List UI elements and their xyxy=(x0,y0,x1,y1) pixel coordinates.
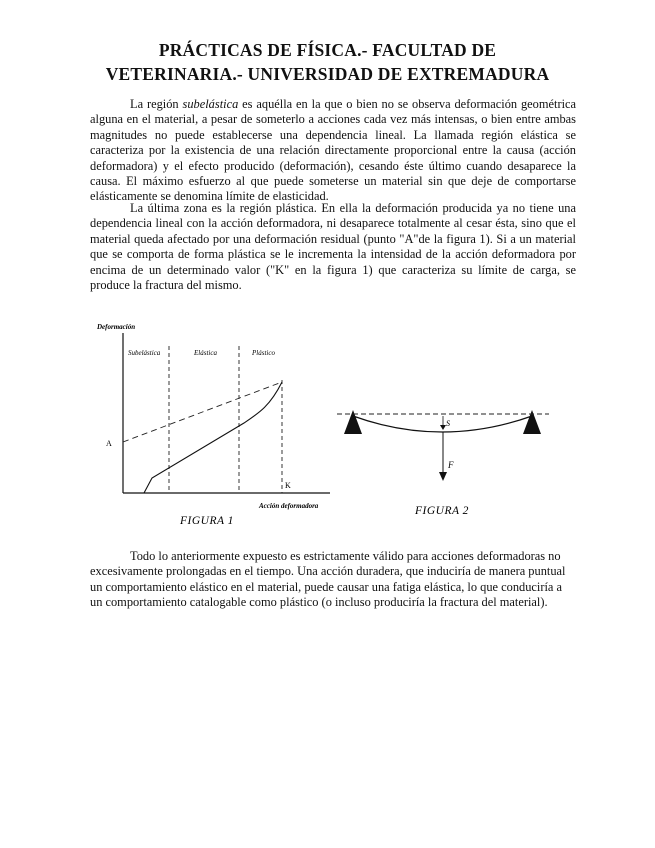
title-line-2: VETERINARIA.- UNIVERSIDAD DE EXTREMADURA xyxy=(105,64,550,84)
point-a-label: A xyxy=(106,439,112,448)
figure-1-stress-strain-diagram xyxy=(94,318,339,533)
title-line-1: PRÁCTICAS DE FÍSICA.- FACULTAD DE xyxy=(158,40,497,60)
deformation-curve xyxy=(144,382,282,493)
paragraph1-rest: es aquélla en la que o bien no se observa deformación geométrica alguna en el material, a pesar de someterlo a acciones cada vez más intensas, o bien entre ambas magnitudes no puede establecerse una dependencia lineal. La llamada región elástica se caracteriza por la existencia de una relación directamente proporcional entre la causa (acción deformadora) y el efecto producido (deformación), cesando éste último cuando desaparece la causa. El máximo esfuerzo al que puede someterse un material sin que deje de comportarse elásticamente se denomina límite de elasticidad. xyxy=(90,97,577,204)
paragraph3-text: Todo lo anteriormente expuesto es estrictamente válido para acciones deformadoras no excesivamente prolongadas en el tiempo. Una acción duradera, que induciría de manera puntual un comportamiento elástico en el material, puede causar una fatiga elástica, lo que conduciría a un comportamiento catalogable como plástico (o incluso produciría la fractura del material). xyxy=(90,549,566,610)
figure-1-caption: FIGURA 1 xyxy=(180,515,234,527)
paragraph-fatigue xyxy=(90,549,570,611)
x-axis-label: Acción deformadora xyxy=(259,502,319,510)
unload-dashed-line xyxy=(123,382,282,442)
figure-2-beam-diagram xyxy=(332,392,557,522)
term-subelastica: subelástica xyxy=(182,97,239,111)
figure-2-caption: FIGURA 2 xyxy=(415,505,469,517)
page-title xyxy=(60,38,595,86)
paragraph2-text: La última zona es la región plástica. En ella la deformación producida ya no tiene una dependencia lineal con la acción deformadora, ni desaparece totalmente al cesar ésta, sino que el material queda afectado por una deformación residual (punto "A"de la figura 1). Si a un material que se comporta de forma plástica se le incrementa la intensidad de la acción deformadora por encima de un determinado valor ("K" en la figura 1) que caracteriza su límite de carga, se produce la fractura del mismo. xyxy=(90,201,576,293)
region-label-subelastica: Subelástica xyxy=(128,349,161,357)
region-label-elastica: Elástica xyxy=(194,349,217,357)
paragraph1-start: La región xyxy=(130,97,183,111)
deflection-label-s: S xyxy=(446,419,450,428)
paragraph-subelastic xyxy=(90,97,576,205)
point-k-label: K xyxy=(285,481,291,490)
force-arrow-head xyxy=(439,472,447,481)
paragraph-plastic xyxy=(90,201,576,293)
force-label-f: F xyxy=(448,460,454,470)
deflected-beam xyxy=(353,416,532,432)
y-axis-label: Deformación xyxy=(97,323,136,331)
region-label-plastico: Plástico xyxy=(252,349,275,357)
